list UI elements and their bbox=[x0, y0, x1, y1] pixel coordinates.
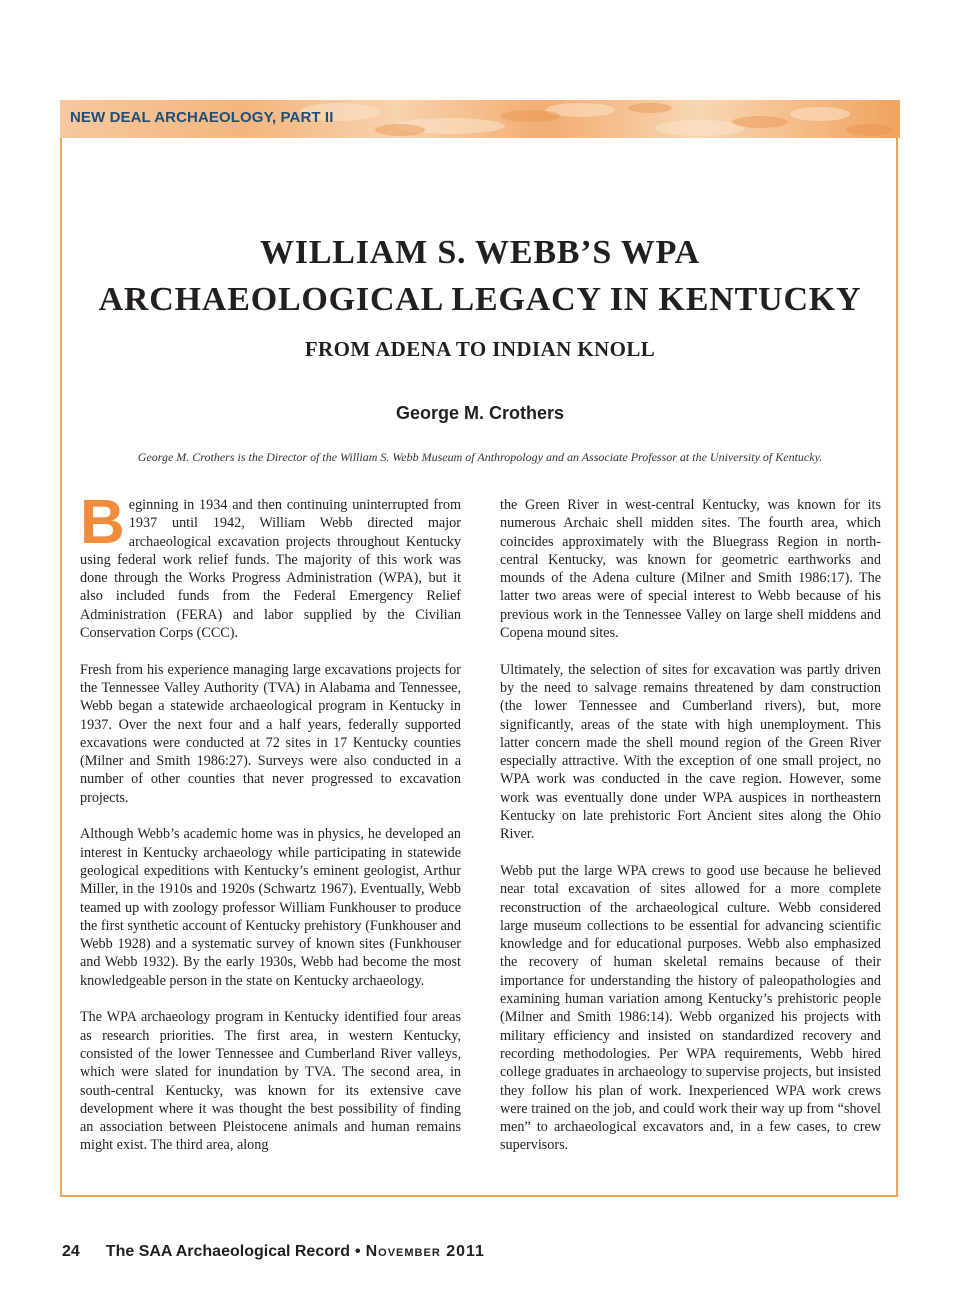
article-title-line-2: ARCHAEOLOGICAL LEGACY IN KENTUCKY bbox=[98, 281, 862, 318]
body-paragraph bbox=[80, 488, 461, 642]
page-number: 24 bbox=[62, 1243, 80, 1260]
paragraph-text: eginning in 1934 and then continuing uninterrupted from 1937 until 1942, William Webb directed major archaeological excavation projects throughout Kentucky using federal work relief funds. The majority of this work was done through the Works Progress Administration (WPA), but it also included funds from the Federal Emergency Relief Administration (FERA) and labor supplied by the Civilian Conservation Corps (CCC). bbox=[80, 497, 461, 642]
body-paragraph: Ultimately, the selection of sites for excavation was partly driven by the need to salvage remains threatened by dam construction (the lower Tennessee and Cumberland rivers), but, more significantly, areas of the state with high unemployment. This latter concern made the shell mound region of the Green River especially attractive. With the exception of one small project, no WPA work was conducted in the cave region. However, some work was eventually done under WPA auspices in northeastern Kentucky on late prehistoric Fort Ancient sites along the Ohio River. bbox=[500, 661, 881, 843]
body-paragraph: Webb put the large WPA crews to good use because he believed near total excavation of sites allowed for a more complete reconstruction of the archaeological culture. Webb considered large museum collections to be essential for advancing scientific knowledge and for educational purposes. Webb also emphasized the recovery of human skeletal remains because of their importance for understanding the history of paleopathologies and examining human variation among Kentucky’s prehistoric people (Milner and Smith 1986:14). Webb organized his projects with military efficiency and insisted on standardized recovery and recording methodologies. Per WPA requirements, Webb hired college graduates in archaeology to supervise projects, but insisted they follow his plan of work. Inexperienced WPA work crews were trained on the job, and could work their way up from “shovel men” to archaeological excavators and, in a few cases, to crew supervisors. bbox=[500, 862, 881, 1154]
footer-separator: • bbox=[355, 1243, 361, 1260]
author-bio: George M. Crothers is the Director of the William S. Webb Museum of Anthropology and an Associate Professor at the University of Kentucky. bbox=[137, 450, 823, 464]
body-paragraph: the Green River in west-central Kentucky, was known for its numerous Archaic shell midden sites. The fourth area, which coincides approximately with the Bluegrass Region in north-central Kentucky, was known for geometric earthworks and mounds of the Adena culture (Milner and Smith 1986:17). The latter two areas were of special interest to Webb because of his previous work in the Tennessee Valley on large shell middens and Copena mound sites. bbox=[500, 497, 881, 642]
article-subtitle: FROM ADENA TO INDIAN KNOLL bbox=[304, 337, 656, 361]
right-column bbox=[500, 496, 881, 1173]
article-title-line-1: WILLIAM S. WEBB’S WPA bbox=[259, 234, 700, 271]
body-paragraph: Fresh from his experience managing large excavations projects for the Tennessee Valley Authority (TVA) in Alabama and Tennessee, Webb began a statewide archaeological program in Kentucky in 1937. Over the next four and a half years, federally supported excavations were conducted at 72 sites in 17 Kentucky counties (Milner and Smith 1986:27). Surveys were also conducted in a number of other counties that never progressed to excavation projects. bbox=[80, 661, 461, 806]
body-paragraph: Although Webb’s academic home was in physics, he developed an interest in Kentucky archaeology while participating in statewide geological expeditions with Kentucky’s eminent geologist, Arthur Miller, in the 1910s and 1920s (Schwartz 1967). Eventually, Webb teamed up with zoology professor William Funkhouser to produce the first synthetic account of Kentucky prehistory (Funkhouser and Webb 1928) and a systematic survey of known sites (Funkhouser and Webb 1932). By the early 1930s, Webb had become the most knowledgeable person in the state on Kentucky archaeology. bbox=[80, 826, 461, 989]
page-footer bbox=[62, 1243, 485, 1261]
body-paragraph: The WPA archaeology program in Kentucky identified four areas as research priorities. The first area, in western Kentucky, consisted of the lower Tennessee and Cumberland River valleys, which were slated for inundation by TVA. The second area, in south-central Kentucky, was known for its extensive cave development where it was thought the best possibility of finding an association between Pleistocene animals and human remains might exist. The third area, along bbox=[80, 1009, 461, 1154]
left-column bbox=[80, 488, 461, 1173]
section-banner bbox=[60, 100, 900, 138]
publication-name: The SAA Archaeological Record bbox=[105, 1243, 350, 1260]
issue-date: November 2011 bbox=[365, 1243, 485, 1260]
section-label: NEW DEAL ARCHAEOLOGY, PART II bbox=[70, 109, 334, 126]
drop-cap: B bbox=[80, 488, 125, 557]
author-name: George M. Crothers bbox=[395, 403, 565, 423]
